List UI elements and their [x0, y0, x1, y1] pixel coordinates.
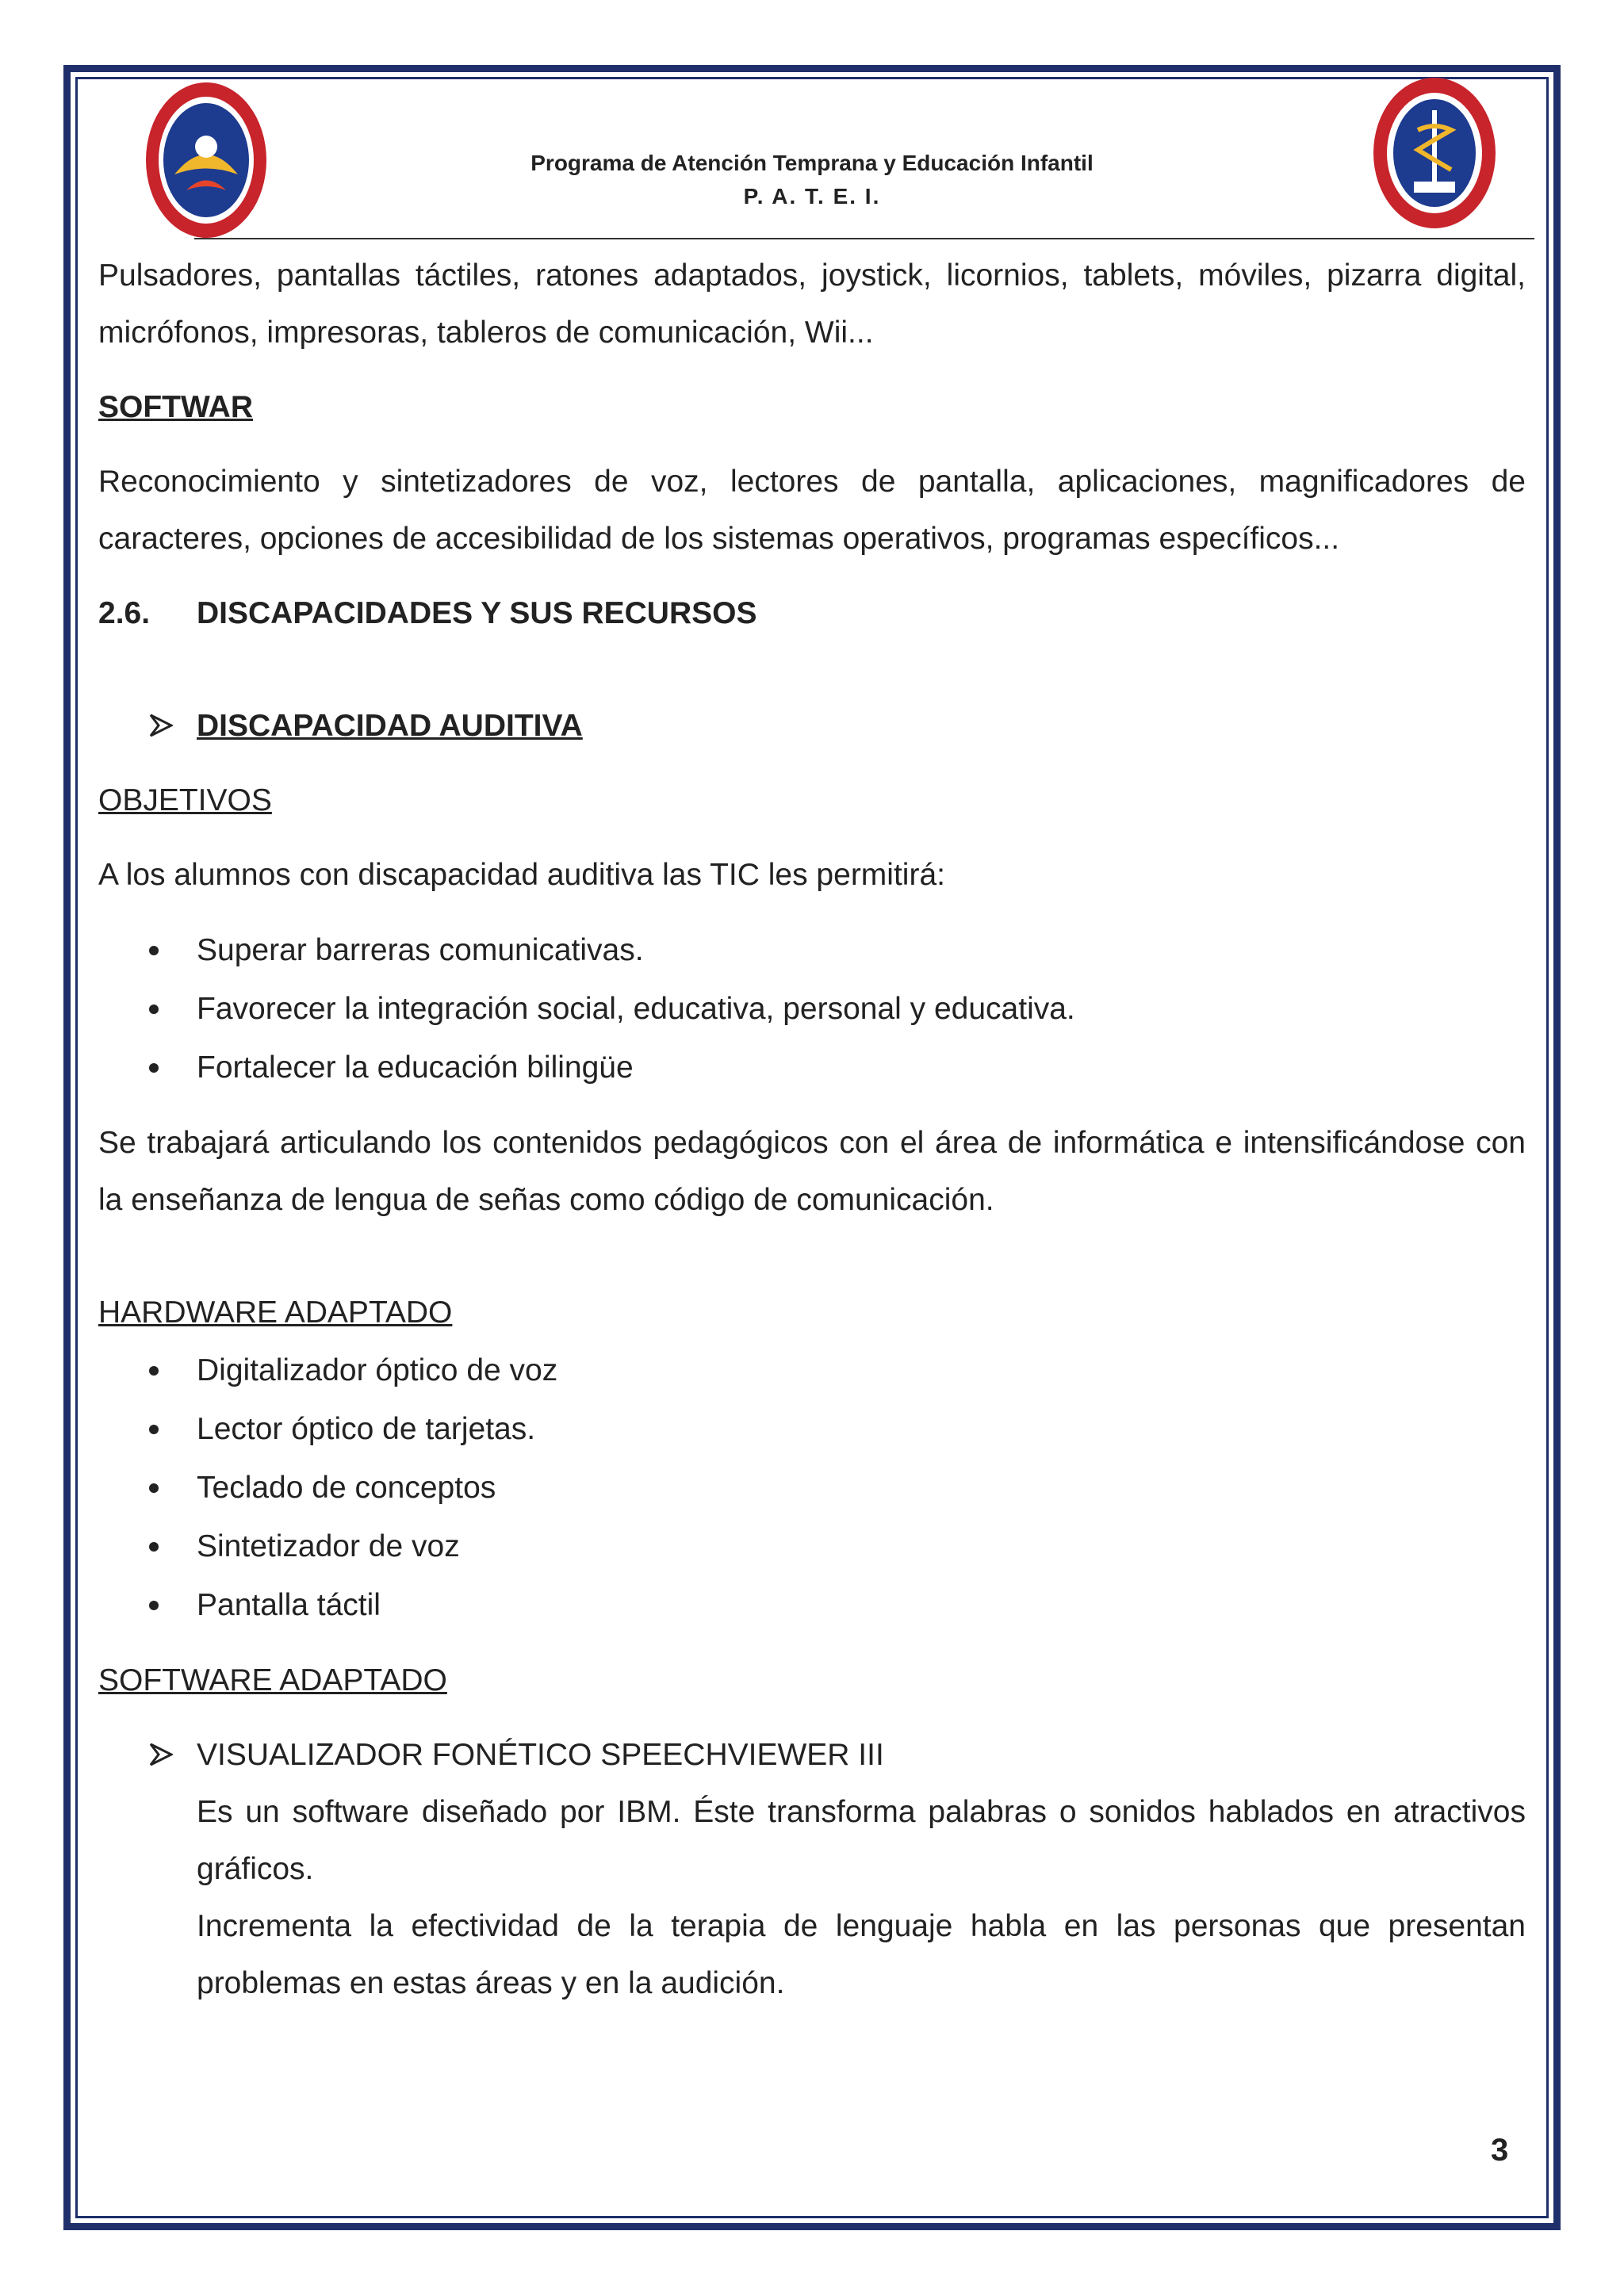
softwar-heading: SOFTWAR [98, 390, 253, 424]
arrow-bullet-icon [149, 698, 181, 755]
bullet-icon [149, 1004, 159, 1014]
software-item-title: VISUALIZADOR FONÉTICO SPEECHVIEWER III [197, 1738, 884, 1772]
bullet-icon [149, 1483, 159, 1493]
hardware-label: HARDWARE ADAPTADO [98, 1295, 453, 1330]
header-program-title: Programa de Atención Temprana y Educación Infantil [530, 151, 1094, 175]
objetivos-intro: A los alumnos con discapacidad auditiva las TIC les permitirá: [98, 858, 945, 892]
page-number: 3 [1491, 2133, 1509, 2168]
list-item: Superar barreras comunicativas. [98, 921, 1526, 980]
list-item: Sintetizador de voz [98, 1517, 1526, 1576]
list-item: Favorecer la integración social, educativa, personal y educativa. [98, 980, 1526, 1039]
objetivos-label: OBJETIVOS [98, 783, 272, 817]
bullet-icon [149, 1063, 159, 1073]
intro-paragraph: Pulsadores, pantallas táctiles, ratones adaptados, joystick, licornios, tablets, móviles, pizarra digital, micrófonos, impresoras, tableros de comunicación, Wii... [98, 258, 1526, 350]
list-item: Lector óptico de tarjetas. [98, 1400, 1526, 1459]
hardware-list [98, 1341, 1526, 1635]
bullet-icon [149, 1601, 159, 1610]
software-item [98, 1727, 1526, 1784]
header-divider [194, 238, 1534, 239]
bullet-icon [149, 1542, 159, 1552]
software-item-description-1: Es un software diseñado por IBM. Éste transforma palabras o sonidos hablados en atractivos gráficos. [197, 1795, 1526, 1886]
arrow-bullet-icon [149, 1727, 181, 1784]
bullet-icon [149, 1425, 159, 1434]
bullet-icon [149, 946, 159, 955]
section-heading [98, 585, 1526, 642]
section-title: DISCAPACIDADES Y SUS RECURSOS [197, 596, 757, 630]
page-content [98, 247, 1526, 2012]
list-item: Teclado de conceptos [98, 1459, 1526, 1517]
list-item: Fortalecer la educación bilingüe [98, 1039, 1526, 1097]
work-paragraph: Se trabajará articulando los contenidos pedagógicos con el área de informática e intensificándose con la enseñanza de lengua de señas como código de comunicación. [98, 1126, 1526, 1217]
list-item: Digitalizador óptico de voz [98, 1341, 1526, 1400]
bullet-icon [149, 1366, 159, 1376]
subsection-title: DISCAPACIDAD AUDITIVA [197, 709, 583, 743]
software-item-description-2: Incrementa la efectividad de la terapia de lenguaje habla en las personas que presentan problemas en estas áreas y en la audición. [197, 1909, 1526, 2000]
software-label: SOFTWARE ADAPTADO [98, 1663, 447, 1697]
header-program-acronym: P. A. T. E. I. [743, 184, 881, 209]
list-item: Pantalla táctil [98, 1576, 1526, 1635]
section-number: 2.6. [98, 596, 151, 630]
objetivos-list [98, 921, 1526, 1097]
softwar-paragraph: Reconocimiento y sintetizadores de voz, lectores de pantalla, aplicaciones, magnificadores de caracteres, opciones de accesibilidad de los sistemas operativos, programas específicos... [98, 465, 1526, 556]
subsection-heading [98, 698, 1526, 755]
